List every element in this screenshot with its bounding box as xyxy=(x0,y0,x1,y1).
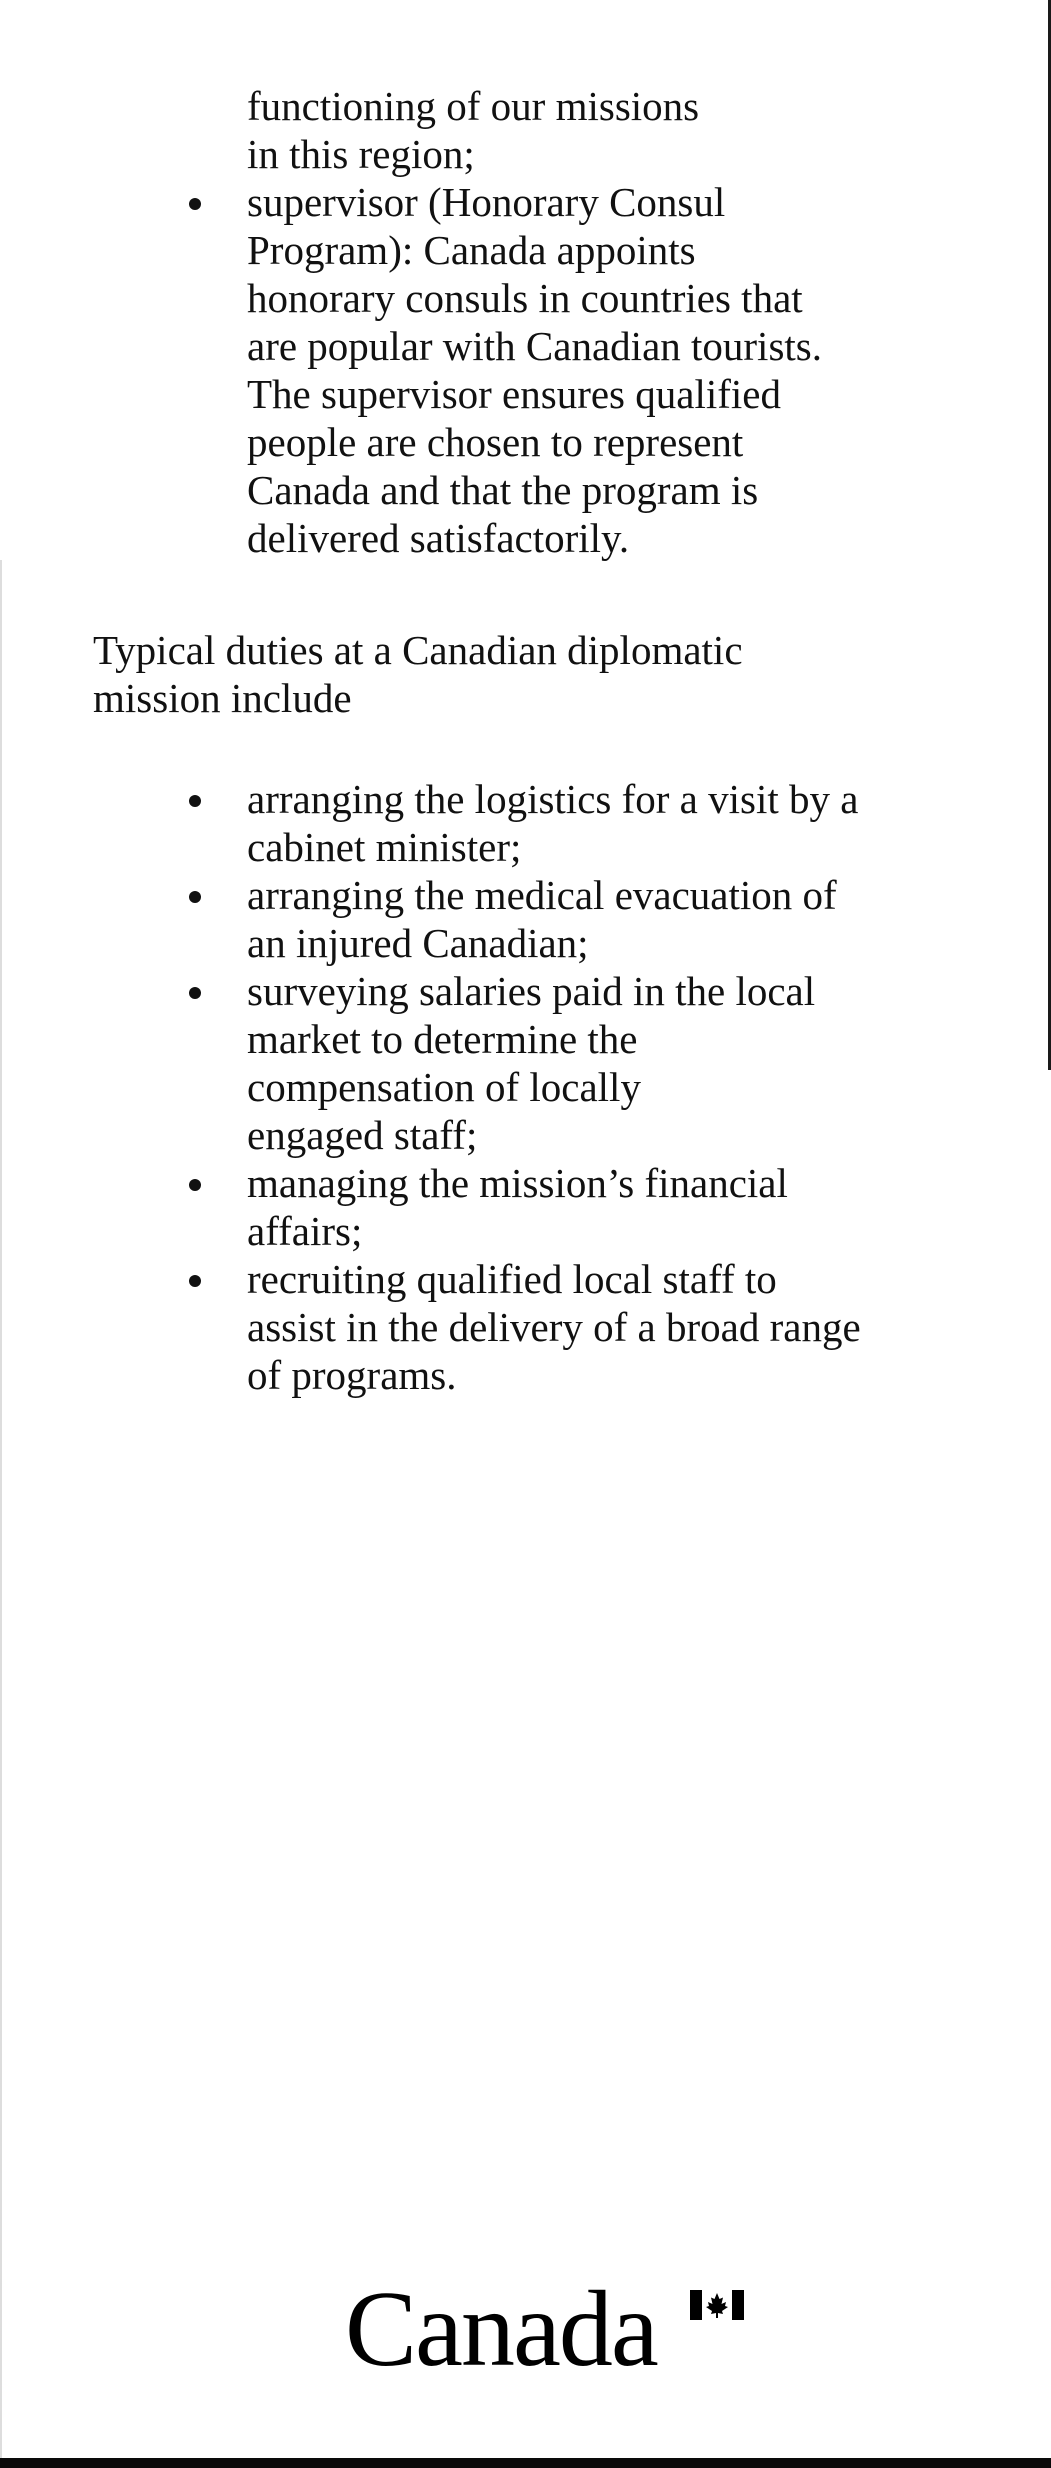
text-line: delivered satisfactorily. xyxy=(247,515,630,561)
page-bottom-edge xyxy=(0,2458,1051,2468)
list-item xyxy=(247,1255,1007,1399)
text-line: recruiting qualified local staff to xyxy=(247,1256,777,1302)
bullet-icon xyxy=(189,891,201,903)
text-line: are popular with Canadian tourists. xyxy=(247,323,823,369)
page-edge-left xyxy=(0,560,2,2460)
text-line: surveying salaries paid in the local xyxy=(247,968,816,1014)
text-line: affairs; xyxy=(247,1208,363,1254)
bullet-icon xyxy=(189,987,201,999)
text-line: people are chosen to represent xyxy=(247,419,744,465)
text-line: in this region; xyxy=(247,131,475,177)
bullet-icon xyxy=(189,198,201,210)
continuation-paragraph xyxy=(247,82,1007,178)
text-line: assist in the delivery of a broad range xyxy=(247,1304,861,1350)
list-item xyxy=(247,967,1007,1159)
text-line: arranging the medical evacuation of xyxy=(247,872,837,918)
bullet-icon xyxy=(189,1179,201,1191)
text-line: engaged staff; xyxy=(247,1112,478,1158)
bullet-icon xyxy=(189,795,201,807)
text-line: The supervisor ensures qualified xyxy=(247,371,781,417)
text-line: functioning of our missions xyxy=(247,83,700,129)
text-line: compensation of locally xyxy=(247,1064,641,1110)
list-item xyxy=(247,775,1007,871)
text-line: mission include xyxy=(93,675,352,721)
text-line: of programs. xyxy=(247,1352,457,1398)
list-item xyxy=(247,871,1007,967)
list-item xyxy=(247,178,1007,562)
text-line: cabinet minister; xyxy=(247,824,522,870)
text-line: an injured Canadian; xyxy=(247,920,589,966)
text-line: Canada and that the program is xyxy=(247,467,759,513)
bullet-list-roles xyxy=(247,178,1007,562)
text-line: Program): Canada appoints xyxy=(247,227,696,273)
text-line: supervisor (Honorary Consul xyxy=(247,179,726,225)
wordmark-text: Canada xyxy=(345,2270,657,2389)
text-line: managing the mission’s financial xyxy=(247,1160,788,1206)
text-line: market to determine the xyxy=(247,1016,638,1062)
bullet-list-duties xyxy=(247,775,1007,1399)
canadian-flag-icon xyxy=(690,2290,744,2320)
text-line: Typical duties at a Canadian diplomatic xyxy=(93,627,743,673)
intro-paragraph xyxy=(93,626,993,722)
bullet-icon xyxy=(189,1275,201,1287)
list-item xyxy=(247,1159,1007,1255)
text-line: arranging the logistics for a visit by a xyxy=(247,776,859,822)
text-line: honorary consuls in countries that xyxy=(247,275,803,321)
canada-wordmark-logo xyxy=(345,2270,745,2390)
